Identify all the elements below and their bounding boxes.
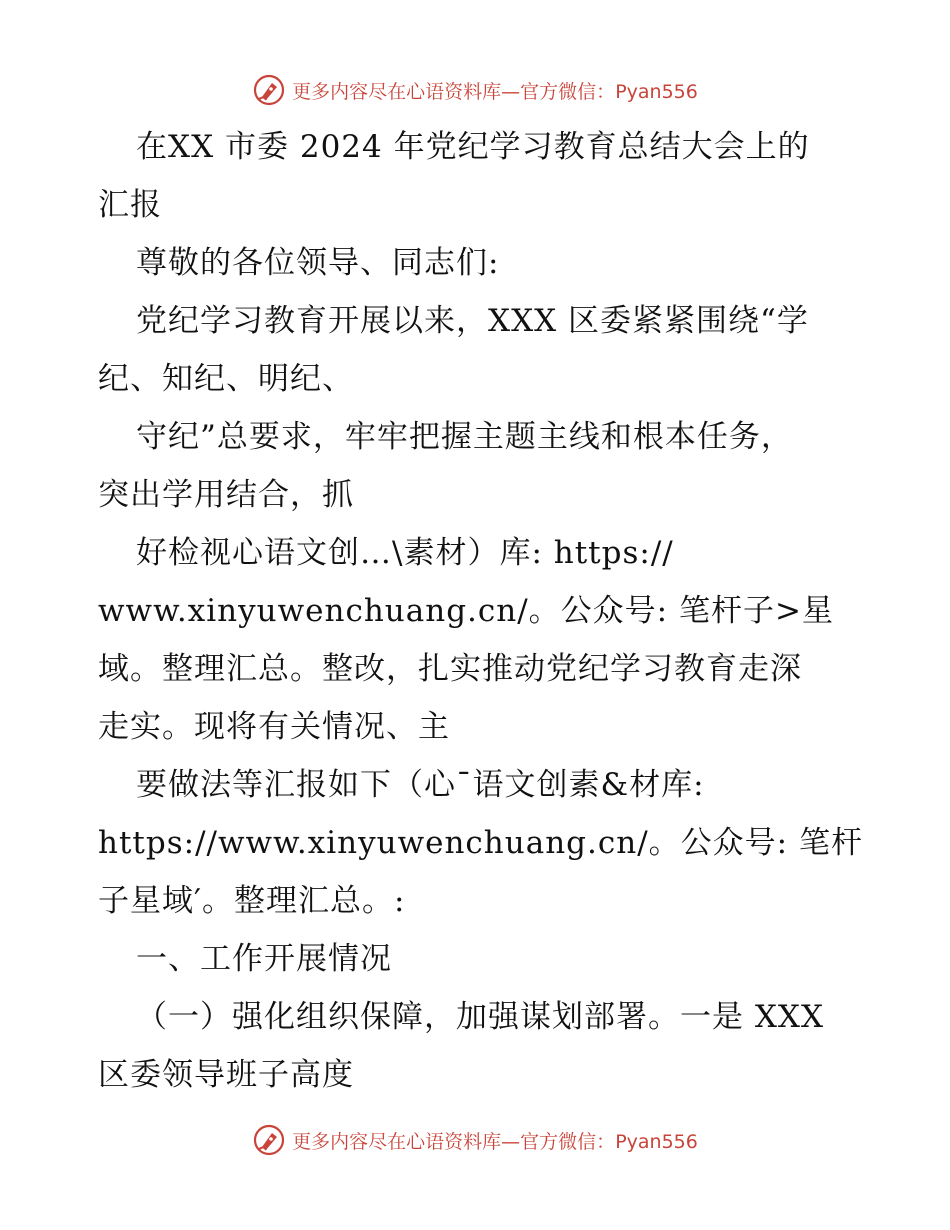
paragraph-line: www.xinyuwenchuang.cn/。公众号: 笔杆子>星 xyxy=(98,593,834,629)
paragraph-line: 域。整理汇总。整改，扎实推动党纪学习教育走深 xyxy=(98,651,802,687)
paragraph-line: 守纪”总要求，牢牢把握主题主线和根本任务， xyxy=(136,419,793,455)
paragraph-line: 党纪学习教育开展以来，XXX 区委紧紧围绕“学 xyxy=(136,303,809,339)
paragraph-line: 走实。现将有关情况、主 xyxy=(98,709,450,745)
watermark-wechat-label: 官方微信： xyxy=(520,80,616,103)
watermark-text xyxy=(292,1127,698,1154)
paragraph-line: 子星域′。整理汇总。: xyxy=(98,883,406,919)
paragraph-line: 突出学用结合，抓 xyxy=(98,477,354,513)
paragraph-line: （一）强化组织保障，加强谋划部署。一是 XXX xyxy=(136,999,825,1035)
paragraph-line: 好检视心语文创…\素材）库: https:// xyxy=(136,535,674,571)
section-heading: 一、工作开展情况 xyxy=(136,941,392,977)
paragraph-line: 要做法等汇报如下（心¯语文创素&材库: xyxy=(136,767,705,803)
watermark-wechat-id: Pyan556 xyxy=(615,1130,698,1153)
title-line-1: 在XX 市委 2024 年党纪学习教育总结大会上的 xyxy=(136,129,810,165)
watermark-wechat-label: 官方微信： xyxy=(520,1130,616,1153)
watermark-slogan: 更多内容尽在心语资料库 xyxy=(292,1130,502,1153)
title-line-2: 汇报 xyxy=(98,187,162,223)
header-watermark xyxy=(0,70,950,110)
paragraph-line: https://www.xinyuwenchuang.cn/。公众号: 笔杆 xyxy=(98,825,863,861)
salutation: 尊敬的各位领导、同志们: xyxy=(136,245,500,281)
watermark-wechat-id: Pyan556 xyxy=(615,80,698,103)
watermark-text xyxy=(292,77,698,104)
watermark-dash: — xyxy=(501,80,521,103)
paragraph-line: 区委领导班子高度 xyxy=(98,1057,354,1093)
watermark-slogan: 更多内容尽在心语资料库 xyxy=(292,80,502,103)
document-body xyxy=(98,118,863,1104)
footer-watermark xyxy=(0,1120,950,1160)
pen-nib-icon xyxy=(252,1123,286,1157)
pen-nib-icon xyxy=(252,73,286,107)
watermark-dash: — xyxy=(501,1130,521,1153)
paragraph-line: 纪、知纪、明纪、 xyxy=(98,361,354,397)
